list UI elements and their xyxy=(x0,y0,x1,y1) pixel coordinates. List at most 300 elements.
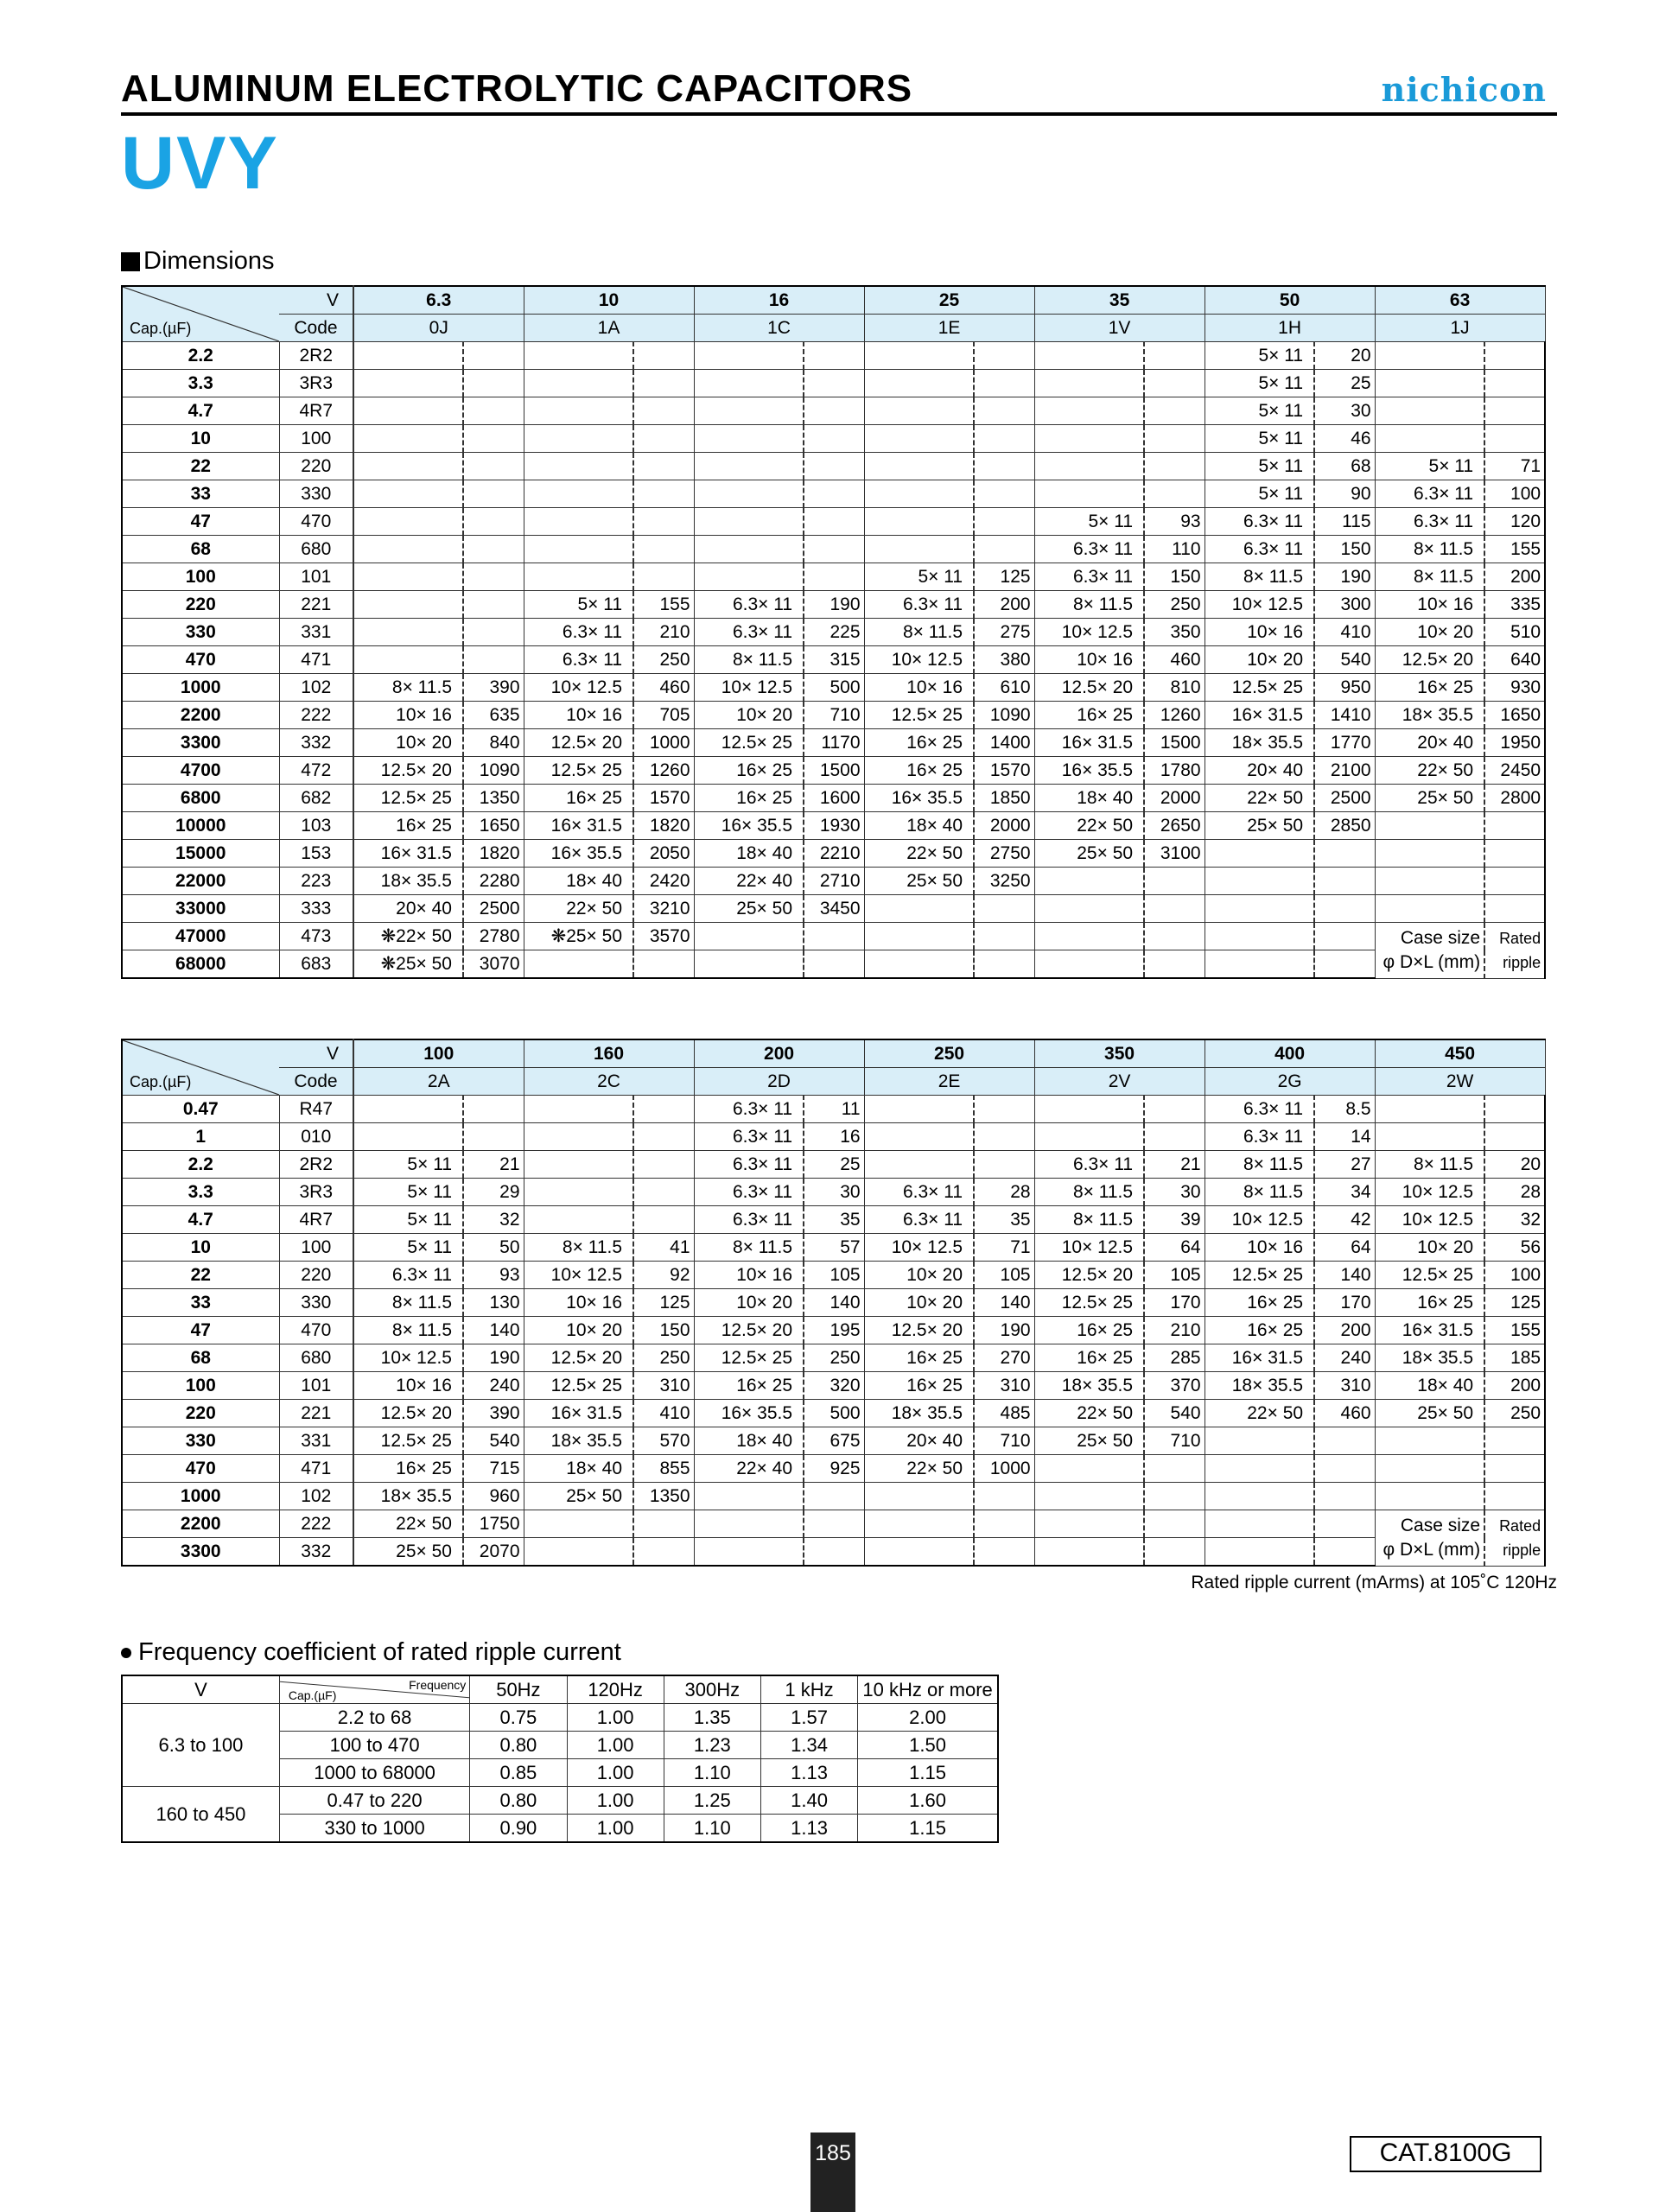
ripple-current-cell xyxy=(974,923,1034,950)
voltage-code-2A: 2A xyxy=(353,1068,524,1096)
case-size-cell: 6.3× 11 xyxy=(694,1179,804,1206)
case-size-cell: 22× 50 xyxy=(1034,812,1144,840)
ripple-current-cell: 2070 xyxy=(463,1538,524,1567)
ripple-current-cell: 705 xyxy=(633,702,694,729)
code-cell: 100 xyxy=(279,1234,353,1262)
case-size-cell xyxy=(864,1123,974,1151)
ripple-current-cell: 27 xyxy=(1314,1151,1375,1179)
ripple-current-cell: 155 xyxy=(1484,536,1545,563)
case-size-cell xyxy=(694,370,804,397)
coefficient-cell: 2.00 xyxy=(858,1704,998,1732)
code-cell: 4R7 xyxy=(279,397,353,425)
ripple-current-cell: 32 xyxy=(1484,1206,1545,1234)
case-size-cell: ❋22× 50 xyxy=(353,923,463,950)
case-size-cell: 25× 50 xyxy=(694,895,804,923)
capacitance-cell: 15000 xyxy=(122,840,279,868)
capacitance-cell: 3300 xyxy=(122,1538,279,1567)
ripple-current-cell: 1930 xyxy=(804,812,864,840)
case-size-cell: 10× 12.5 xyxy=(1375,1179,1484,1206)
case-size-cell: 5× 11 xyxy=(1034,508,1144,536)
ripple-current-cell xyxy=(974,1483,1034,1510)
ripple-current-cell xyxy=(804,923,864,950)
case-size-cell xyxy=(1034,397,1144,425)
case-size-cell xyxy=(353,370,463,397)
coefficient-cell: 0.75 xyxy=(470,1704,567,1732)
ripple-current-cell: 610 xyxy=(974,674,1034,702)
code-cell: 3R3 xyxy=(279,370,353,397)
case-size-cell: 25× 50 xyxy=(1034,840,1144,868)
coefficient-cell: 1.13 xyxy=(760,1815,857,1843)
case-size-cell: 10× 12.5 xyxy=(524,1262,633,1289)
ripple-current-cell xyxy=(804,508,864,536)
ripple-current-cell: 1350 xyxy=(463,785,524,812)
ripple-footnote: Rated ripple current (mArms) at 105˚C 120Hz xyxy=(1191,1573,1557,1592)
ripple-current-cell xyxy=(1484,397,1545,425)
ripple-current-cell: 300 xyxy=(1314,591,1375,619)
page-header xyxy=(121,62,1557,116)
voltage-header-50: 50 xyxy=(1205,286,1375,315)
ripple-current-cell: 170 xyxy=(1314,1289,1375,1317)
ripple-label: ripple xyxy=(1503,1541,1541,1559)
case-size-cell: 22× 50 xyxy=(353,1510,463,1538)
case-size-cell: 16× 25 xyxy=(1205,1289,1314,1317)
case-size-cell xyxy=(864,1538,974,1567)
case-size-cell: 10× 12.5 xyxy=(1375,1206,1484,1234)
case-size-cell: 6.3× 11 xyxy=(1034,1151,1144,1179)
table-row xyxy=(122,453,1545,480)
case-size-cell: 5× 11 xyxy=(1205,453,1314,480)
ripple-current-cell: 285 xyxy=(1144,1344,1205,1372)
ripple-current-cell xyxy=(1314,840,1375,868)
case-size-cell: 8× 11.5 xyxy=(694,646,804,674)
ripple-current-cell: 1090 xyxy=(463,757,524,785)
case-size-cell xyxy=(1205,1427,1314,1455)
ripple-current-cell: 140 xyxy=(974,1289,1034,1317)
ripple-current-cell: 1400 xyxy=(974,729,1034,757)
ripple-current-cell xyxy=(974,1096,1034,1123)
ripple-current-cell: 710 xyxy=(1144,1427,1205,1455)
brand-logo: nichicon xyxy=(1381,70,1547,109)
case-size-cell xyxy=(1034,895,1144,923)
ripple-current-cell: 3070 xyxy=(463,950,524,979)
case-size-cell: 22× 50 xyxy=(1034,1400,1144,1427)
case-size-cell xyxy=(694,563,804,591)
case-size-cell: 16× 25 xyxy=(353,812,463,840)
ripple-current-cell: 1780 xyxy=(1144,757,1205,785)
code-cell: 333 xyxy=(279,895,353,923)
case-size-cell: 12.5× 20 xyxy=(864,1317,974,1344)
ripple-current-cell: 370 xyxy=(1144,1372,1205,1400)
coefficient-cell: 1.15 xyxy=(858,1759,998,1787)
cap-unit-label: Cap.(µF) xyxy=(130,320,192,337)
frequency-heading-text: Frequency coefficient of rated ripple current xyxy=(138,1638,621,1666)
voltage-header-250: 250 xyxy=(864,1039,1034,1068)
ripple-current-cell: 93 xyxy=(1144,508,1205,536)
case-size-cell: 10× 20 xyxy=(1205,646,1314,674)
case-size-cell: 6.3× 11 xyxy=(1205,1096,1314,1123)
dimensions-table-low-voltage xyxy=(121,285,1546,979)
capacitance-cell: 10 xyxy=(122,1234,279,1262)
case-size-cell: 10× 12.5 xyxy=(1205,591,1314,619)
case-size-cell: 22× 50 xyxy=(524,895,633,923)
table-row xyxy=(122,674,1545,702)
capacitance-cell: 22000 xyxy=(122,868,279,895)
case-size-cell: 16× 25 xyxy=(694,785,804,812)
case-size-cell: 10× 16 xyxy=(353,702,463,729)
voltage-code-2C: 2C xyxy=(524,1068,694,1096)
ripple-current-cell xyxy=(1314,1455,1375,1483)
case-size-cell: 5× 11 xyxy=(353,1206,463,1234)
frequency-header: 1 kHz xyxy=(760,1675,857,1704)
ripple-current-cell xyxy=(974,950,1034,979)
case-size-cell xyxy=(524,1179,633,1206)
case-size-cell: 8× 11.5 xyxy=(1375,563,1484,591)
ripple-current-cell: 21 xyxy=(463,1151,524,1179)
voltage-label: V xyxy=(279,1039,353,1068)
ripple-current-cell: 64 xyxy=(1144,1234,1205,1262)
ripple-current-cell: 960 xyxy=(463,1483,524,1510)
case-size-cell xyxy=(694,342,804,370)
voltage-header-160: 160 xyxy=(524,1039,694,1068)
ripple-current-cell: 2750 xyxy=(974,840,1034,868)
case-size-cell: 18× 35.5 xyxy=(353,868,463,895)
case-size-cell: 22× 50 xyxy=(1375,757,1484,785)
ripple-current-cell xyxy=(463,508,524,536)
voltage-header-row xyxy=(122,286,1545,315)
case-size-cell xyxy=(864,397,974,425)
case-size-cell: 8× 11.5 xyxy=(524,1234,633,1262)
ripple-current-cell: 1000 xyxy=(633,729,694,757)
capacitance-range-cell: 100 to 470 xyxy=(279,1732,469,1759)
case-size-cell xyxy=(694,536,804,563)
cap-unit-label: Cap.(µF) xyxy=(288,1688,337,1702)
code-cell: 153 xyxy=(279,840,353,868)
code-cell: 470 xyxy=(279,508,353,536)
ripple-current-cell: 92 xyxy=(633,1262,694,1289)
ripple-current-cell xyxy=(633,950,694,979)
ripple-current-cell xyxy=(633,1123,694,1151)
case-size-cell: 18× 40 xyxy=(864,812,974,840)
ripple-current-cell xyxy=(974,370,1034,397)
code-cell: 680 xyxy=(279,536,353,563)
ripple-current-cell: 200 xyxy=(974,591,1034,619)
case-size-cell: 6.3× 11 xyxy=(694,619,804,646)
table-row xyxy=(122,1455,1545,1483)
case-size-cell: 5× 11 xyxy=(1375,453,1484,480)
case-size-cell: 6.3× 11 xyxy=(1205,1123,1314,1151)
capacitance-cell: 470 xyxy=(122,646,279,674)
ripple-current-cell: 240 xyxy=(463,1372,524,1400)
ripple-current-cell xyxy=(804,536,864,563)
capacitance-cell: 100 xyxy=(122,1372,279,1400)
ripple-current-cell: 315 xyxy=(804,646,864,674)
ripple-current-cell: 2450 xyxy=(1484,757,1545,785)
voltage-header-400: 400 xyxy=(1205,1039,1375,1068)
ripple-current-cell: 2800 xyxy=(1484,785,1545,812)
case-size-cell: 25× 50 xyxy=(1034,1427,1144,1455)
table-row xyxy=(122,702,1545,729)
coefficient-cell: 1.60 xyxy=(858,1787,998,1815)
frequency-heading xyxy=(121,1638,621,1667)
case-size-cell: 6.3× 11 xyxy=(864,591,974,619)
page-number: 185 xyxy=(810,2133,855,2212)
ripple-current-cell xyxy=(633,1538,694,1567)
ripple-current-cell xyxy=(1144,453,1205,480)
ripple-current-cell xyxy=(633,563,694,591)
capacitance-cell: 4700 xyxy=(122,757,279,785)
case-size-cell: 8× 11.5 xyxy=(1205,1179,1314,1206)
ripple-current-cell: 200 xyxy=(1484,1372,1545,1400)
cap-unit-label: Cap.(µF) xyxy=(130,1073,192,1090)
table-row xyxy=(122,950,1545,979)
ripple-current-cell xyxy=(1144,397,1205,425)
ripple-current-cell xyxy=(633,370,694,397)
case-size-cell: 18× 35.5 xyxy=(1375,1344,1484,1372)
capacitance-cell: 22 xyxy=(122,453,279,480)
ripple-current-cell xyxy=(1484,1123,1545,1151)
ripple-current-cell xyxy=(1144,370,1205,397)
case-size-cell: 12.5× 20 xyxy=(1034,674,1144,702)
case-size-cell xyxy=(353,425,463,453)
capacitance-cell: 47000 xyxy=(122,923,279,950)
voltage-header-35: 35 xyxy=(1034,286,1205,315)
case-size-cell: 16× 25 xyxy=(694,757,804,785)
case-size-cell xyxy=(1375,1483,1484,1510)
code-label: Code xyxy=(279,1068,353,1096)
case-size-cell: 10× 12.5 xyxy=(864,1234,974,1262)
ripple-current-cell xyxy=(804,1538,864,1567)
case-size-cell: 8× 11.5 xyxy=(1205,563,1314,591)
ripple-current-cell: 570 xyxy=(633,1427,694,1455)
ripple-current-cell xyxy=(1314,1483,1375,1510)
case-size-cell xyxy=(353,536,463,563)
case-size-cell: 16× 31.5 xyxy=(1375,1317,1484,1344)
case-size-cell: 16× 35.5 xyxy=(1034,757,1144,785)
case-size-cell: 25× 50 xyxy=(524,1483,633,1510)
case-size-cell xyxy=(1205,1455,1314,1483)
ripple-current-cell xyxy=(804,480,864,508)
ripple-current-cell: 840 xyxy=(463,729,524,757)
ripple-current-cell xyxy=(974,1123,1034,1151)
coefficient-cell: 1.15 xyxy=(858,1815,998,1843)
ripple-current-cell: 2850 xyxy=(1314,812,1375,840)
case-size-cell xyxy=(1034,370,1144,397)
case-size-cell: 5× 11 xyxy=(353,1234,463,1262)
square-bullet-icon xyxy=(121,252,140,271)
code-cell: 100 xyxy=(279,425,353,453)
case-size-cell: 12.5× 25 xyxy=(1205,674,1314,702)
capacitance-range-cell: 0.47 to 220 xyxy=(279,1787,469,1815)
case-size-cell: 6.3× 11 xyxy=(1375,480,1484,508)
ripple-current-cell: 930 xyxy=(1484,674,1545,702)
ripple-current-cell: 140 xyxy=(463,1317,524,1344)
ripple-current-cell xyxy=(974,508,1034,536)
case-size-cell: 20× 40 xyxy=(1205,757,1314,785)
voltage-code-1V: 1V xyxy=(1034,315,1205,342)
capacitance-cell: 33 xyxy=(122,1289,279,1317)
ripple-current-cell xyxy=(1484,370,1545,397)
ripple-current-cell xyxy=(1314,1510,1375,1538)
voltage-range-cell: 160 to 450 xyxy=(122,1787,279,1843)
ripple-current-cell: 1500 xyxy=(1144,729,1205,757)
case-size-cell xyxy=(524,425,633,453)
coefficient-cell: 1.23 xyxy=(664,1732,760,1759)
case-size-cell: 16× 35.5 xyxy=(524,840,633,868)
case-size-cell: 6.3× 11 xyxy=(864,1179,974,1206)
table-row xyxy=(122,1123,1545,1151)
code-cell: 222 xyxy=(279,1510,353,1538)
ripple-current-cell xyxy=(1144,342,1205,370)
case-size-cell xyxy=(694,950,804,979)
case-size-cell: 10× 16 xyxy=(1375,591,1484,619)
ripple-current-cell: 1350 xyxy=(633,1483,694,1510)
case-size-cell xyxy=(1375,1455,1484,1483)
ripple-current-cell xyxy=(974,425,1034,453)
case-size-cell: 6.3× 11 xyxy=(1205,536,1314,563)
ripple-current-cell xyxy=(463,646,524,674)
ripple-current-cell: 20 xyxy=(1314,342,1375,370)
ripple-current-cell: 950 xyxy=(1314,674,1375,702)
case-size-cell xyxy=(1375,812,1484,840)
ripple-current-cell xyxy=(804,950,864,979)
ripple-current-cell: 2650 xyxy=(1144,812,1205,840)
ripple-current-cell xyxy=(633,1096,694,1123)
case-size-cell: 5× 11 xyxy=(353,1179,463,1206)
ripple-current-cell xyxy=(804,397,864,425)
code-label: Code xyxy=(279,315,353,342)
voltage-code-2E: 2E xyxy=(864,1068,1034,1096)
case-size-cell xyxy=(864,508,974,536)
ripple-current-cell: 34 xyxy=(1314,1179,1375,1206)
cap-header-cell xyxy=(122,286,279,342)
case-size-cell xyxy=(524,1096,633,1123)
code-cell: 680 xyxy=(279,1344,353,1372)
case-size-cell xyxy=(694,508,804,536)
case-size-cell xyxy=(1205,840,1314,868)
ripple-current-cell: 925 xyxy=(804,1455,864,1483)
ripple-current-cell: 390 xyxy=(463,1400,524,1427)
ripple-current-cell: 250 xyxy=(633,646,694,674)
case-size-legend xyxy=(1375,923,1484,979)
case-size-cell: 16× 25 xyxy=(864,1344,974,1372)
voltage-code-1J: 1J xyxy=(1375,315,1545,342)
frequency-header-row xyxy=(122,1675,998,1704)
dimension-unit-label: φ D×L (mm) xyxy=(1382,1539,1481,1560)
case-size-cell: 18× 35.5 xyxy=(1205,1372,1314,1400)
ripple-current-cell xyxy=(804,1483,864,1510)
case-size-cell: 16× 25 xyxy=(1034,702,1144,729)
case-size-cell: 16× 35.5 xyxy=(694,1400,804,1427)
ripple-current-cell xyxy=(1144,1455,1205,1483)
coefficient-cell: 1.13 xyxy=(760,1759,857,1787)
ripple-current-cell xyxy=(1144,1483,1205,1510)
case-size-cell: 12.5× 25 xyxy=(864,702,974,729)
case-size-cell: 16× 25 xyxy=(1375,1289,1484,1317)
case-size-cell xyxy=(524,397,633,425)
ripple-current-cell xyxy=(633,1179,694,1206)
ripple-current-cell: 93 xyxy=(463,1262,524,1289)
capacitance-cell: 47 xyxy=(122,508,279,536)
case-size-cell xyxy=(1375,1123,1484,1151)
case-size-cell xyxy=(864,895,974,923)
case-size-cell: 18× 35.5 xyxy=(1034,1372,1144,1400)
voltage-header-25: 25 xyxy=(864,286,1034,315)
case-size-cell: 10× 16 xyxy=(524,702,633,729)
case-size-cell: 25× 50 xyxy=(1205,812,1314,840)
case-size-cell xyxy=(524,370,633,397)
case-size-cell: 6.3× 11 xyxy=(353,1262,463,1289)
code-cell: 223 xyxy=(279,868,353,895)
capacitance-cell: 470 xyxy=(122,1455,279,1483)
case-size-cell xyxy=(1034,923,1144,950)
case-size-cell: 12.5× 25 xyxy=(524,1372,633,1400)
ripple-current-cell: 57 xyxy=(804,1234,864,1262)
case-size-cell xyxy=(864,536,974,563)
voltage-header-10: 10 xyxy=(524,286,694,315)
coefficient-cell: 1.00 xyxy=(567,1787,664,1815)
case-size-cell xyxy=(1205,895,1314,923)
capacitance-cell: 47 xyxy=(122,1317,279,1344)
case-size-cell: 12.5× 20 xyxy=(694,1317,804,1344)
ripple-current-cell: 110 xyxy=(1144,536,1205,563)
code-cell: 2R2 xyxy=(279,342,353,370)
ripple-current-cell: 125 xyxy=(974,563,1034,591)
ripple-current-cell: 2280 xyxy=(463,868,524,895)
ripple-current-cell: 190 xyxy=(1314,563,1375,591)
table-row xyxy=(122,1483,1545,1510)
capacitance-cell: 4.7 xyxy=(122,397,279,425)
ripple-current-cell xyxy=(633,508,694,536)
case-size-cell: 18× 40 xyxy=(1375,1372,1484,1400)
case-size-cell: 6.3× 11 xyxy=(1375,508,1484,536)
ripple-current-cell: 500 xyxy=(804,1400,864,1427)
ripple-current-cell: 380 xyxy=(974,646,1034,674)
ripple-current-cell xyxy=(1314,1538,1375,1567)
case-size-cell xyxy=(864,1151,974,1179)
case-size-cell xyxy=(353,1123,463,1151)
case-size-cell: 20× 40 xyxy=(1375,729,1484,757)
ripple-current-cell: 240 xyxy=(1314,1344,1375,1372)
case-size-cell: 8× 11.5 xyxy=(1205,1151,1314,1179)
ripple-current-cell: 130 xyxy=(463,1289,524,1317)
ripple-current-cell: 30 xyxy=(804,1179,864,1206)
ripple-current-cell: 410 xyxy=(633,1400,694,1427)
table-row xyxy=(122,1344,1545,1372)
ripple-current-cell: 105 xyxy=(974,1262,1034,1289)
case-size-cell: 16× 31.5 xyxy=(524,812,633,840)
ripple-current-cell: 460 xyxy=(633,674,694,702)
case-size-cell: 6.3× 11 xyxy=(694,1151,804,1179)
case-size-cell: 16× 31.5 xyxy=(1034,729,1144,757)
ripple-current-cell: 140 xyxy=(1314,1262,1375,1289)
case-size-cell: 18× 35.5 xyxy=(1375,702,1484,729)
ripple-current-cell xyxy=(804,425,864,453)
ripple-current-cell xyxy=(1314,895,1375,923)
voltage-code-2G: 2G xyxy=(1205,1068,1375,1096)
ripple-current-cell: 1820 xyxy=(463,840,524,868)
code-cell: 101 xyxy=(279,1372,353,1400)
case-size-cell: 6.3× 11 xyxy=(864,1206,974,1234)
case-size-cell: 5× 11 xyxy=(1205,480,1314,508)
case-size-label: Case size xyxy=(1400,927,1481,948)
ripple-current-cell xyxy=(633,453,694,480)
table-row xyxy=(122,536,1545,563)
coefficient-cell: 1.50 xyxy=(858,1732,998,1759)
case-size-cell: 12.5× 20 xyxy=(1034,1262,1144,1289)
case-size-cell xyxy=(353,508,463,536)
case-size-cell xyxy=(694,480,804,508)
coefficient-cell: 1.34 xyxy=(760,1732,857,1759)
